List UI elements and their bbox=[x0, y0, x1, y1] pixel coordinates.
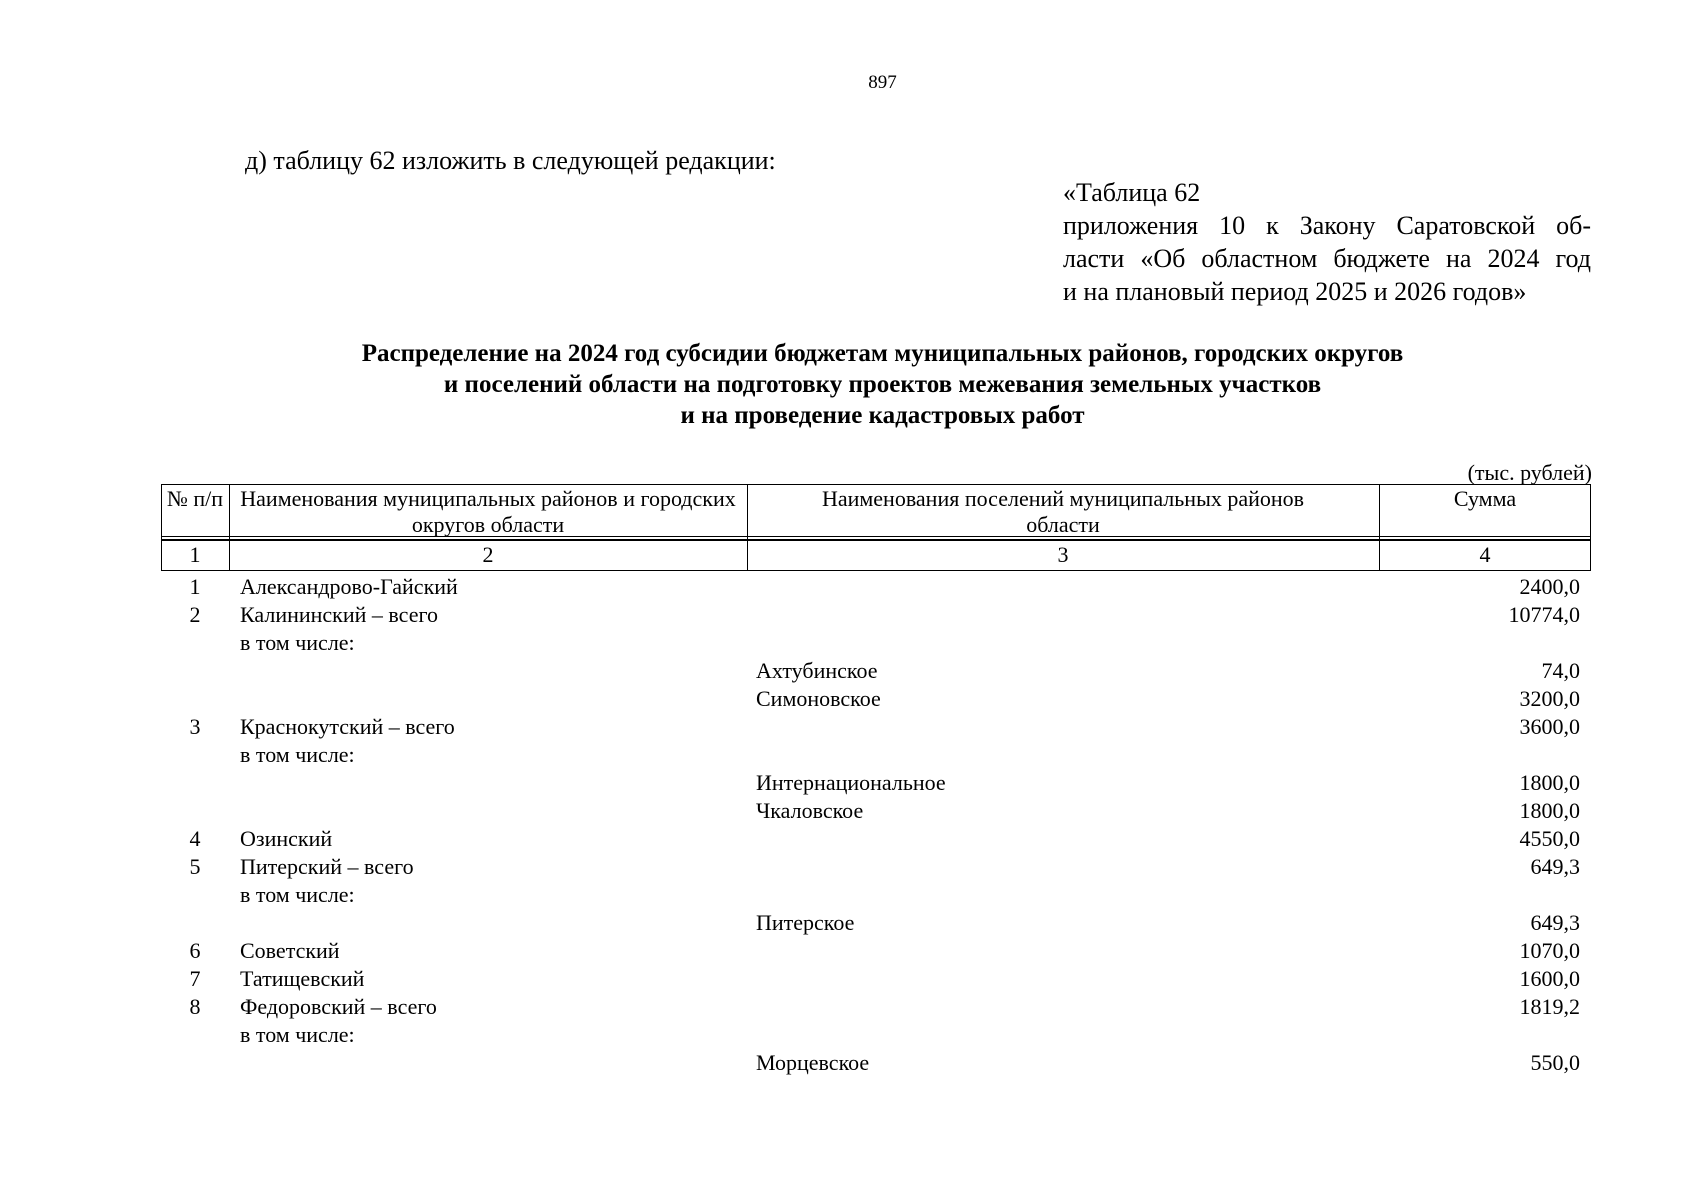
amount-value: 3600,0 bbox=[1519, 714, 1580, 739]
header-number: № п/п bbox=[166, 486, 224, 511]
table-row bbox=[161, 909, 1591, 937]
unit-label: (тыс. рублей) bbox=[1467, 460, 1592, 485]
district-name: Озинский bbox=[240, 826, 333, 851]
column-number: 1 bbox=[189, 542, 201, 567]
row-number: 7 bbox=[189, 966, 201, 991]
document-title bbox=[160, 338, 1605, 431]
table-row bbox=[161, 881, 1591, 909]
table-row bbox=[161, 657, 1591, 685]
settlement-name: Чкаловское bbox=[756, 798, 864, 823]
row-number: 2 bbox=[189, 602, 201, 627]
table-row bbox=[161, 629, 1591, 657]
table-row bbox=[161, 769, 1591, 797]
amount-value: 1800,0 bbox=[1519, 770, 1580, 795]
table-row bbox=[161, 825, 1591, 853]
table-row bbox=[161, 741, 1591, 769]
amount-value: 4550,0 bbox=[1519, 826, 1580, 851]
district-name: в том числе: bbox=[240, 630, 355, 655]
row-number: 1 bbox=[189, 574, 201, 599]
column-number: 4 bbox=[1479, 542, 1491, 567]
amount-value: 550,0 bbox=[1530, 1050, 1580, 1075]
row-number: 3 bbox=[189, 714, 201, 739]
table-row bbox=[161, 965, 1591, 993]
district-name: Федоровский – всего bbox=[240, 994, 437, 1019]
table-row bbox=[161, 713, 1591, 741]
district-name: Александрово-Гайский bbox=[240, 574, 458, 599]
amount-value: 1800,0 bbox=[1519, 798, 1580, 823]
settlement-name: Ахтубинское bbox=[756, 658, 878, 683]
amount-value: 1070,0 bbox=[1519, 938, 1580, 963]
table-row bbox=[161, 685, 1591, 713]
table-row bbox=[161, 993, 1591, 1021]
row-number: 4 bbox=[189, 826, 201, 851]
amount-value: 3200,0 bbox=[1519, 686, 1580, 711]
title-line: и поселений области на подготовку проектов межевания земельных участков bbox=[443, 371, 1322, 398]
table-body bbox=[161, 573, 1591, 1077]
row-number: 8 bbox=[189, 994, 201, 1019]
title-line: и на проведение кадастровых работ bbox=[680, 402, 1085, 429]
header-amount: Сумма bbox=[1453, 486, 1517, 511]
table-row bbox=[161, 573, 1591, 601]
district-name: Питерский – всего bbox=[240, 854, 414, 879]
row-number: 5 bbox=[189, 854, 201, 879]
title-line: Распределение на 2024 год субсидии бюджетам муниципальных районов, городских округов bbox=[361, 340, 1404, 367]
appendix-line: и на плановый период 2025 и 2026 годов» bbox=[1063, 277, 1527, 306]
table-row bbox=[161, 601, 1591, 629]
settlement-name: Симоновское bbox=[756, 686, 881, 711]
header-settlement: Наименования поселений муниципальных районов области bbox=[821, 486, 1305, 537]
row-number: 6 bbox=[189, 938, 201, 963]
settlement-name: Морцевское bbox=[756, 1050, 870, 1075]
table-row bbox=[161, 1049, 1591, 1077]
header-district: Наименования муниципальных районов и городских округов области bbox=[240, 486, 736, 537]
amount-value: 2400,0 bbox=[1519, 574, 1580, 599]
amount-value: 649,3 bbox=[1530, 854, 1580, 879]
table-header bbox=[161, 484, 1591, 571]
settlement-name: Интернациональное bbox=[756, 770, 946, 795]
district-name: Татищевский bbox=[240, 966, 365, 991]
column-number: 2 bbox=[482, 542, 494, 567]
appendix-line: приложения 10 к Закону Саратовской об- bbox=[1063, 211, 1591, 240]
intro-text: д) таблицу 62 изложить в следующей редакции: bbox=[245, 146, 776, 175]
appendix-line: ласти «Об областном бюджете на 2024 год bbox=[1063, 244, 1591, 273]
appendix-reference bbox=[1063, 176, 1591, 308]
district-name: Калининский – всего bbox=[240, 602, 438, 627]
amount-value: 10774,0 bbox=[1508, 602, 1580, 627]
table-row bbox=[161, 1021, 1591, 1049]
settlement-name: Питерское bbox=[756, 910, 855, 935]
district-name: в том числе: bbox=[240, 882, 355, 907]
district-name: Краснокутский – всего bbox=[240, 714, 455, 739]
amount-value: 1819,2 bbox=[1519, 994, 1580, 1019]
amount-value: 1600,0 bbox=[1519, 966, 1580, 991]
table-row bbox=[161, 853, 1591, 881]
amount-value: 74,0 bbox=[1541, 658, 1580, 683]
page-number: 897 bbox=[868, 72, 897, 93]
district-name: Советский bbox=[240, 938, 340, 963]
table-row bbox=[161, 797, 1591, 825]
amount-value: 649,3 bbox=[1530, 910, 1580, 935]
appendix-line: «Таблица 62 bbox=[1063, 178, 1201, 207]
table-row bbox=[161, 937, 1591, 965]
district-name: в том числе: bbox=[240, 742, 355, 767]
district-name: в том числе: bbox=[240, 1022, 355, 1047]
column-number: 3 bbox=[1057, 542, 1069, 567]
